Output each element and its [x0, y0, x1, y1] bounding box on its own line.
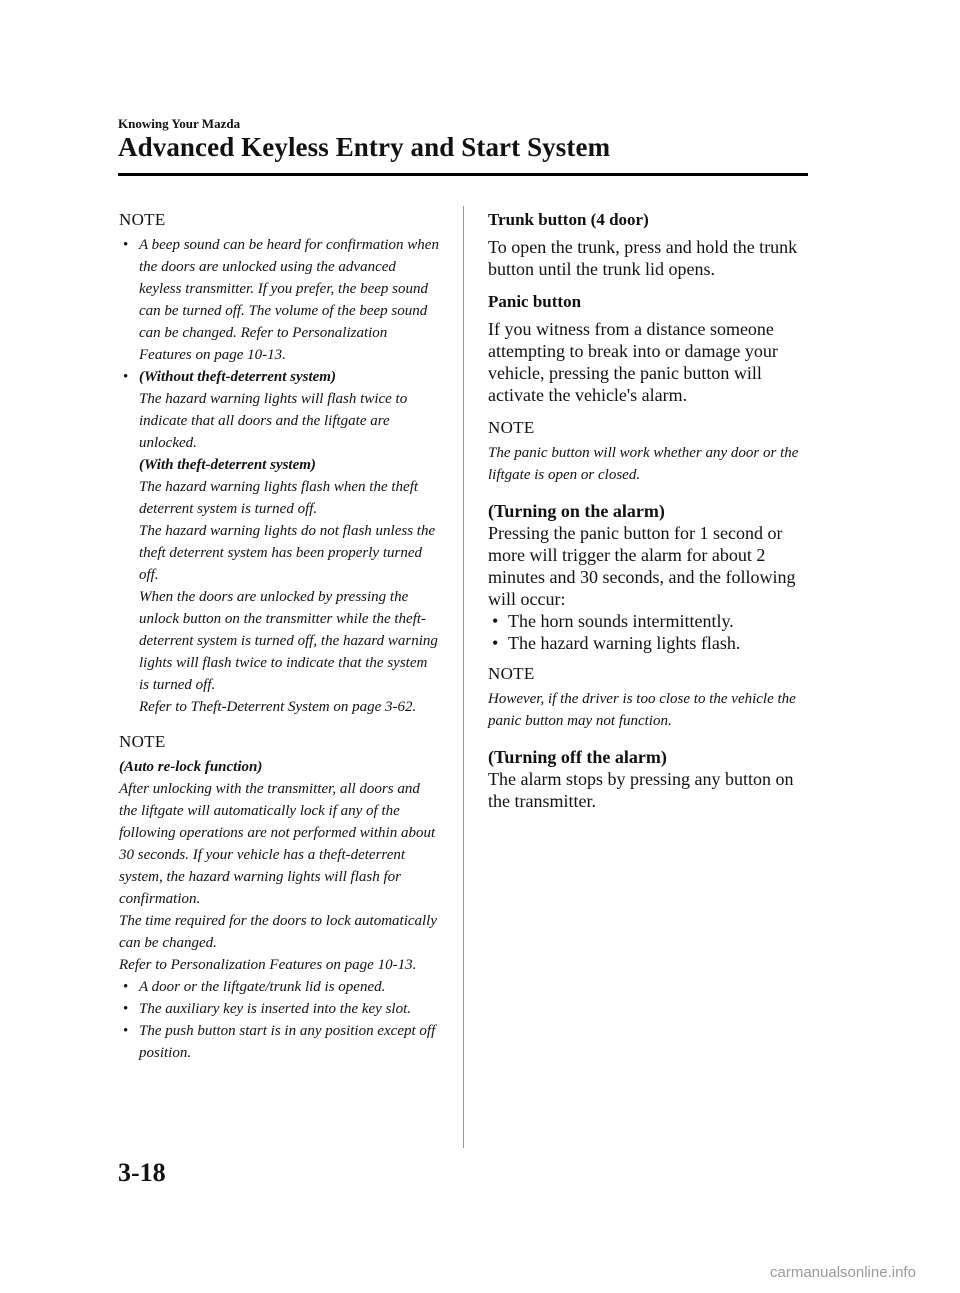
note-heading: NOTE [488, 418, 535, 437]
note-paragraph: However, if the driver is too close to the vehicle the panic button may not function. [488, 691, 796, 729]
list-item: • The horn sounds intermittently. [488, 610, 818, 632]
alarm-effects-list [488, 610, 818, 654]
note-item: • The push button start is in any position except off position. [119, 1020, 439, 1064]
note-item: • The auxiliary key is inserted into the key slot. [119, 998, 439, 1020]
trunk-button-text: To open the trunk, press and hold the trunk button until the trunk lid opens. [488, 237, 798, 279]
note-item-text: The hazard warning lights flash when the theft deterrent system is turned off. [139, 479, 419, 517]
chapter-title: Advanced Keyless Entry and Start System [118, 132, 611, 162]
note-item [119, 366, 439, 718]
alarm-off-heading: (Turning off the alarm) [488, 747, 667, 767]
trunk-button-heading: Trunk button (4 door) [488, 210, 649, 229]
note-paragraph: The panic button will work whether any door or the liftgate is open or closed. [488, 445, 799, 483]
page-number: 3-18 [118, 1158, 166, 1187]
note-list [119, 234, 439, 718]
note-list [119, 976, 439, 1064]
note-condition-label: • (Without theft-deterrent system) [139, 369, 336, 385]
note-heading: NOTE [119, 732, 166, 751]
note-item-text: The hazard warning lights will flash twice to indicate that all doors and the liftgate are unlocked. [139, 391, 408, 451]
note-block [119, 732, 439, 1064]
note-item: • A door or the liftgate/trunk lid is opened. [119, 976, 439, 998]
note-condition-label: (With theft-deterrent system) [139, 457, 316, 473]
column-divider [463, 206, 464, 1148]
alarm-on-heading: (Turning on the alarm) [488, 501, 665, 521]
left-column [119, 210, 439, 1064]
right-column [488, 210, 818, 824]
note-item-text: Refer to Theft-Deterrent System on page 3-62. [139, 699, 417, 715]
alarm-off-text: The alarm stops by pressing any button on the transmitter. [488, 769, 794, 811]
note-item-text: When the doors are unlocked by pressing the unlock button on the transmitter while the theft-deterrent system is turned off, the hazard warning lights will flash twice to indicate that the system is turned off. [139, 589, 438, 693]
note-item-text: The hazard warning lights do not flash unless the theft deterrent system has been properly turned off. [139, 523, 436, 583]
note-heading: NOTE [488, 664, 535, 683]
list-item: • The hazard warning lights flash. [488, 632, 818, 654]
note-paragraph: The time required for the doors to lock automatically can be changed. [119, 913, 438, 951]
note-block [119, 210, 439, 718]
alarm-on-text: Pressing the panic button for 1 second or more will trigger the alarm for about 2 minutes and 30 seconds, and the following will occur: [488, 523, 796, 609]
note-paragraph: Refer to Personalization Features on page 10-13. [119, 957, 417, 973]
note-heading: NOTE [119, 210, 166, 229]
note-item [119, 234, 439, 366]
note-condition-label: (Auto re-lock function) [119, 759, 263, 775]
panic-button-heading: Panic button [488, 292, 582, 311]
panic-button-text: If you witness from a distance someone attempting to break into or damage your vehicle, pressing the panic button will activate the vehicle's alarm. [488, 319, 778, 405]
note-paragraph: After unlocking with the transmitter, all doors and the liftgate will automatically lock if any of the following operations are not performed within about 30 seconds. If your vehicle has a theft-deterrent system, the hazard warning lights will flash for confirmation. [119, 781, 436, 907]
note-body [119, 756, 439, 976]
section-label: Knowing Your Mazda [118, 116, 241, 131]
note-item-text: • A beep sound can be heard for confirmation when the doors are unlocked using the advanced keyless transmitter. If you prefer, the beep sound can be turned off. The volume of the beep sound can be changed. Refer to Personalization Features on page 10-13. [139, 237, 439, 363]
watermark-url: carmanualsonline.info [770, 1264, 916, 1281]
header-rule [118, 173, 808, 176]
